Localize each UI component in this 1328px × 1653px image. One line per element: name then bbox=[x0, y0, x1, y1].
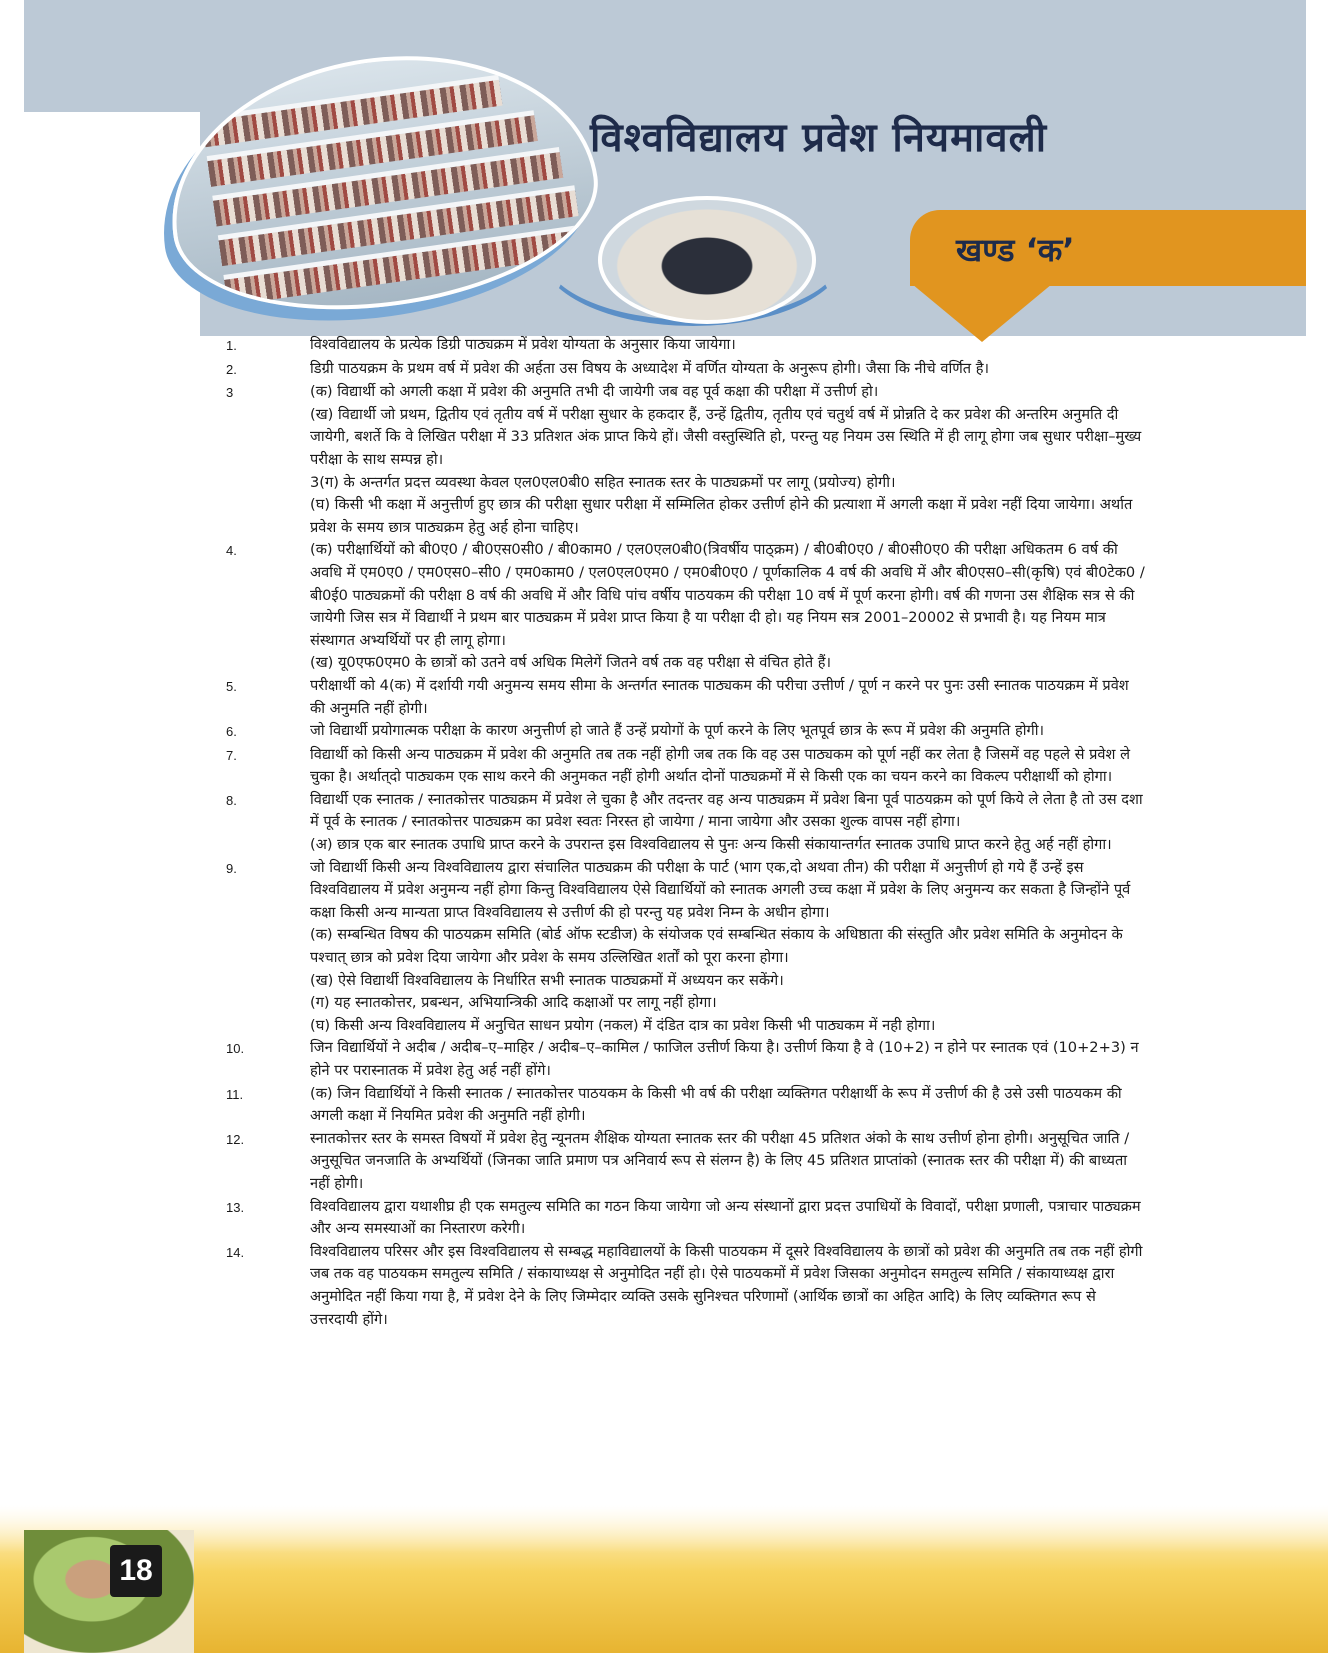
rule-paragraph: (अ) छात्र एक बार स्नातक उपाधि प्राप्त करने के उपरान्त इस विश्वविद्यालय से पुनः अन्य किसी संकायान्तर्गत स्नातक उपाधि प्राप्त करने हेतु अर्ह नहीं होगा। bbox=[310, 836, 1112, 854]
rules-list bbox=[226, 334, 1146, 1331]
rule-item bbox=[226, 675, 1146, 720]
section-label: खण्ड ‘क’ bbox=[956, 231, 1075, 269]
rule-body bbox=[310, 1083, 1146, 1128]
rule-number: 9. bbox=[226, 860, 237, 876]
rule-item bbox=[226, 1083, 1146, 1128]
rule-item bbox=[226, 358, 1146, 382]
rule-paragraph: (ख) ऐसे विद्यार्थी विश्वविद्यालय के निर्धारित सभी स्नातक पाठ्यक्रमों में अध्ययन कर सकेंगे। bbox=[310, 971, 784, 989]
rule-body bbox=[310, 1128, 1146, 1196]
footer-fade bbox=[0, 1505, 1328, 1553]
rule-number: 10. bbox=[226, 1041, 245, 1057]
rule-paragraph: (क) सम्बन्धित विषय की पाठयक्रम समिति (बोर्ड ऑफ स्टडीज) के संयोजक एवं सम्बन्धित संकाय के अधिष्ठाता की संस्तुति और प्रवेश समिति के अनुमोदन के पश्चात्‌ छात्र को प्रवेश दिया जायेगा और प्रवेश के समय उल्लिखित शर्तों को पूरा करना होगा। bbox=[310, 926, 1123, 967]
rule-paragraph: (घ) किसी भी कक्षा में अनुत्तीर्ण हुए छात्र की परीक्षा सुधार परीक्षा में सम्मिलित होकर उत्तीर्ण होने की प्रत्याशा में अगली कक्षा में प्रवेश नहीं दिया जायेगा। अर्थात प्रवेश के समय छात्र पाठ्यक्रम हेतु अर्ह होना चाहिए। bbox=[310, 496, 1133, 536]
rule-paragraph: विद्यार्थी को किसी अन्य पाठ्यक्रम में प्रवेश की अनुमति तब तक नहीं होगी जब तक कि वह उस पाठ्यकम को पूर्ण नहीं कर लेता है जिसमें वह पहले से प्रवेश ले चुका है। अर्थात्‌दो पाठ्यकम एक साथ करने की अनुमकत नहीं होगी अर्थात दोनों पाठ्यक्रमों में से किसी एक का चयन करने का विकल्प परीक्षार्थी को होगा। bbox=[310, 745, 1130, 786]
rule-paragraph: डिग्री पाठयक्रम के प्रथम वर्ष में प्रवेश की अर्हता उस विषय के अध्यादेश में वर्णित योग्यता के अनुरूप होगी। जैसा कि नीचे वर्णित है। bbox=[310, 359, 990, 377]
rule-number: 1. bbox=[226, 338, 237, 353]
rule-paragraph: (घ) किसी अन्य विश्वविद्यालय में अनुचित साधन प्रयोग (नकल) में दंडित दात्र का प्रवेश किसी भी पाठ्यकम में नही होगा। bbox=[310, 1016, 936, 1034]
rule-paragraph: जिन विद्यार्थियों ने अदीब / अदीब–ए–माहिर / अदीब–ए–कामिल / फाजिल उत्तीर्ण किया है। उत्तीर्ण किया है वे (10+2) न होने पर स्नातक एवं (10+2+3) न होने पर परास्नातक में प्रवेश हेतु अर्ह नहीं होंगे। bbox=[310, 1039, 1139, 1079]
rule-item bbox=[226, 1241, 1146, 1331]
rule-body bbox=[310, 789, 1146, 857]
rule-body bbox=[310, 675, 1146, 720]
rule-paragraph: 3(ग) के अन्तर्गत प्रदत्त व्यवस्था केवल एल0एल0बी0 सहित स्नातक स्तर के पाठ्यक्रमों पर लागू (प्रयोज्य) होगी। bbox=[310, 473, 896, 491]
rule-item bbox=[226, 381, 1146, 539]
rule-number: 2. bbox=[226, 361, 237, 377]
rule-number: 11. bbox=[226, 1086, 244, 1102]
rule-item bbox=[226, 1037, 1146, 1082]
rule-number: 14. bbox=[226, 1244, 245, 1260]
rule-paragraph: विश्वविद्यालय परिसर और इस विश्वविद्यालय से सम्बद्ध महाविद्यालयों के किसी पाठयकम में दूसरे विश्वविद्यालय के छात्रों को प्रवेश की अनुमति तब तक नहीं होगी जब तक वह पाठयकम समतुल्य समिति / संकायाध्यक्ष से अनुमोदित नहीं हो। ऐसे पाठयकमों में प्रवेश जिसका अनुमोदन समतुल्य समिति / संकायाध्यक्ष द्वारा अनुमोदित नहीं किया गया है, में प्रवेश देने के लिए जिम्मेदार व्यक्ति उसके सुनिश्चत परिणामों (आर्थिक छात्रों का अहित आदि) के लिए व्यक्तिगत रूप से उत्तरदायी होंगे। bbox=[310, 1242, 1143, 1328]
rule-item bbox=[226, 539, 1146, 675]
rule-paragraph: विश्वविद्यालय के प्रत्येक डिग्री पाठ्यक्रम में प्रवेश योग्यता के अनुसार किया जायेगा। bbox=[310, 336, 736, 353]
rule-item bbox=[226, 720, 1146, 744]
rule-item bbox=[226, 857, 1146, 1038]
rule-paragraph: विश्वविद्यालय द्वारा यथाशीघ्र ही एक समतुल्य समिति का गठन किया जायेगा जो अन्य संस्थानों द्वारा प्रदत्त उपाधियों के विवादों, परीक्षा प्रणाली, पत्राचार पाठ्यक्रम और अन्य समस्याओं का निस्तारण करेगी। bbox=[310, 1197, 1141, 1238]
rule-paragraph: जो विद्यार्थी प्रयोगात्मक परीक्षा के कारण अनुत्तीर्ण हो जाते हैं उन्हें प्रयोगों के पूर्ण करने के लिए भूतपूर्व छात्र के रूप में प्रवेश की अनुमति होगी। bbox=[310, 722, 1045, 740]
rule-body bbox=[310, 1241, 1146, 1331]
rule-body bbox=[310, 539, 1146, 675]
rule-paragraph: (ख) विद्यार्थी जो प्रथम, द्वितीय एवं तृतीय वर्ष में परीक्षा सुधार के हकदार हैं, उन्हें द्वितीय, तृतीय एवं चतुर्थ वर्ष में प्रोन्नति दे कर प्रवेश की अन्तरिम अनुमति दी जायेगी, बशर्ते कि वे लिखित परीक्षा में 33 प्रतिशत अंक प्राप्त किये हों। जैसी वस्तुस्थिति हो, परन्तु यह नियम उस स्थिति में ही लागू होगा जब सुधार परीक्षा–मुख्य परीक्षा के साथ सम्पन्न हो। bbox=[310, 405, 1142, 468]
book-hand-photo bbox=[24, 1530, 194, 1653]
rule-item bbox=[226, 789, 1146, 857]
page-number: 18 bbox=[110, 1545, 162, 1597]
rule-number: 6. bbox=[226, 724, 237, 740]
rule-paragraph: (ग) यह स्नातकोत्तर, प्रबन्धन, अभियान्त्रिकी आदि कक्षाओं पर लागू नहीं होगा। bbox=[310, 994, 717, 1012]
rule-body bbox=[310, 358, 1146, 382]
rule-body bbox=[310, 1196, 1146, 1241]
rule-item bbox=[226, 334, 1146, 358]
rule-number: 7. bbox=[226, 747, 237, 763]
rule-paragraph: (ख) यू0एफ0एम0 के छात्रों को उतने वर्ष अधिक मिलेगें जितने वर्ष तक वह परीक्षा से वंचित होते हैं। bbox=[310, 654, 832, 672]
rule-item bbox=[226, 744, 1146, 789]
rule-body bbox=[310, 744, 1146, 789]
rule-item bbox=[226, 1196, 1146, 1241]
rule-number: 3 bbox=[226, 385, 234, 401]
rule-paragraph: (क) विद्यार्थी को अगली कक्षा में प्रवेश की अनुमति तभी दी जायेगी जब वह पूर्व कक्षा की परीक्षा में उत्तीर्ण हो। bbox=[310, 383, 879, 401]
rule-number: 4. bbox=[226, 543, 237, 559]
page-title: विश्वविद्यालय प्रवेश नियमावली bbox=[590, 115, 1048, 161]
rule-body bbox=[310, 857, 1146, 1038]
rule-paragraph: स्नातकोत्तर स्तर के समस्त विषयों में प्रवेश हेतु न्यूनतम शैक्षिक योग्यता स्नातक स्तर की परीक्षा 45 प्रतिशत अंको के साथ उत्तीर्ण होना होगी। अनुसूचित जाति / अनुसूचित जनजाति के अभ्यर्थियों (जिनका जाति प्रमाण पत्र अनिवार्य रूप से संलग्न है) के लिए 45 प्रतिशत प्राप्तांको (स्नातक स्तर की परीक्षा में) की बाध्यता नहीं होगी। bbox=[310, 1129, 1130, 1192]
rule-paragraph: (क) परीक्षार्थियों को बी0ए0 / बी0एस0सी0 / बी0काम0 / एल0एल0बी0(त्रिवर्षीय पाठ्क्रम) / बी0बी0ए0 / बी0सी0ए0 की परीक्षा अधिकतम 6 वर्ष की अवधि में एम0ए0 / एम0एस0–सी0 / एम0काम0 / एल0एल0एम0 / एम0बी0ए0 / पूर्णकालिक 4 वर्ष की अवधि में और बी0एस0–सी(कृषि) एवं बी0टेक0 / बी0ई0 पाठ्यक्रमों की परीक्षा 8 वर्ष की अवधि में और विधि पांच वर्षीय पाठयकम की परीक्षा 10 वर्ष में पूर्ण करना होगी। वर्ष की गणना उस शैक्षिक सत्र से की जायेगी जिस सत्र में विद्यार्थी ने प्रथम बार पाठ्यक्रम में प्रवेश प्राप्त किया है या परीक्षा दी हो। यह नियम सत्र 2001–20002 से प्रभावी है। यह नियम मात्र संस्थागत अभ्यर्थियों पर ही लागू होगा। bbox=[310, 541, 1145, 649]
rule-number: 5. bbox=[226, 678, 237, 694]
students-photo bbox=[598, 196, 816, 324]
rule-body bbox=[310, 334, 1146, 358]
rule-paragraph: परीक्षार्थी को 4(क) में दर्शायी गयी अनुमन्य समय सीमा के अन्तर्गत स्नातक पाठ्यकम की परीचा उत्तीर्ण / पूर्ण न करने पर पुनः उसी स्नातक पाठयक्रम में प्रवेश की अनुमति नहीं होगी। bbox=[310, 676, 1129, 717]
header-white-cut bbox=[0, 112, 200, 362]
rule-body bbox=[310, 720, 1146, 744]
rule-number: 12. bbox=[226, 1131, 245, 1147]
rule-number: 13. bbox=[226, 1199, 245, 1215]
rule-paragraph: (क) जिन विद्यार्थियों ने किसी स्नातक / स्नातकोत्तर पाठयकम के किसी भी वर्ष की परीक्षा व्यक्तिगत परीक्षार्थी के रूप में उत्तीर्ण की है उसे उसी पाठयकम की अगली कक्षा में नियमित प्रवेश की अनुमति नहीं होगी। bbox=[310, 1084, 1122, 1125]
rule-paragraph: विद्यार्थी एक स्नातक / स्नातकोत्तर पाठ्यक्रम में प्रवेश ले चुका है और तदन्तर वह अन्य पाठ्यक्रम में प्रवेश बिना पूर्व पाठयक्रम को पूर्ण किये ले लेता है तो उस दशा में पूर्व के स्नातक / स्नातकोत्तर पाठ्यक्रम का प्रवेश स्वतः निरस्त हो जायेगा / माना जायेगा और उसका शुल्क वापस नहीं होगा। bbox=[310, 790, 1143, 831]
rule-body bbox=[310, 381, 1146, 539]
rule-item bbox=[226, 1128, 1146, 1196]
rule-number: 8. bbox=[226, 792, 237, 808]
rule-body bbox=[310, 1037, 1146, 1082]
rule-paragraph: जो विद्यार्थी किसी अन्य विश्वविद्यालय द्वारा संचालित पाठ्यक्रम की परीक्षा के पार्ट (भाग एक,दो अथवा तीन) की परीक्षा में अनुत्तीर्ण हो गये हैं उन्हें इस विश्वविद्यालय में प्रवेश अनुमन्य नहीं होगा किन्तु विश्वविद्यालय ऐसे विद्यार्थियों को स्नातक अगली उच्च कक्षा में प्रवेश के लिए अनुमन्य कर सकता है जिन्होंने पूर्व कक्षा किसी अन्य मान्यता प्राप्त विश्वविद्यालय से उत्तीर्ण की हो परन्तु यह प्रवेश निम्न के अधीन होगा। bbox=[310, 858, 1131, 921]
